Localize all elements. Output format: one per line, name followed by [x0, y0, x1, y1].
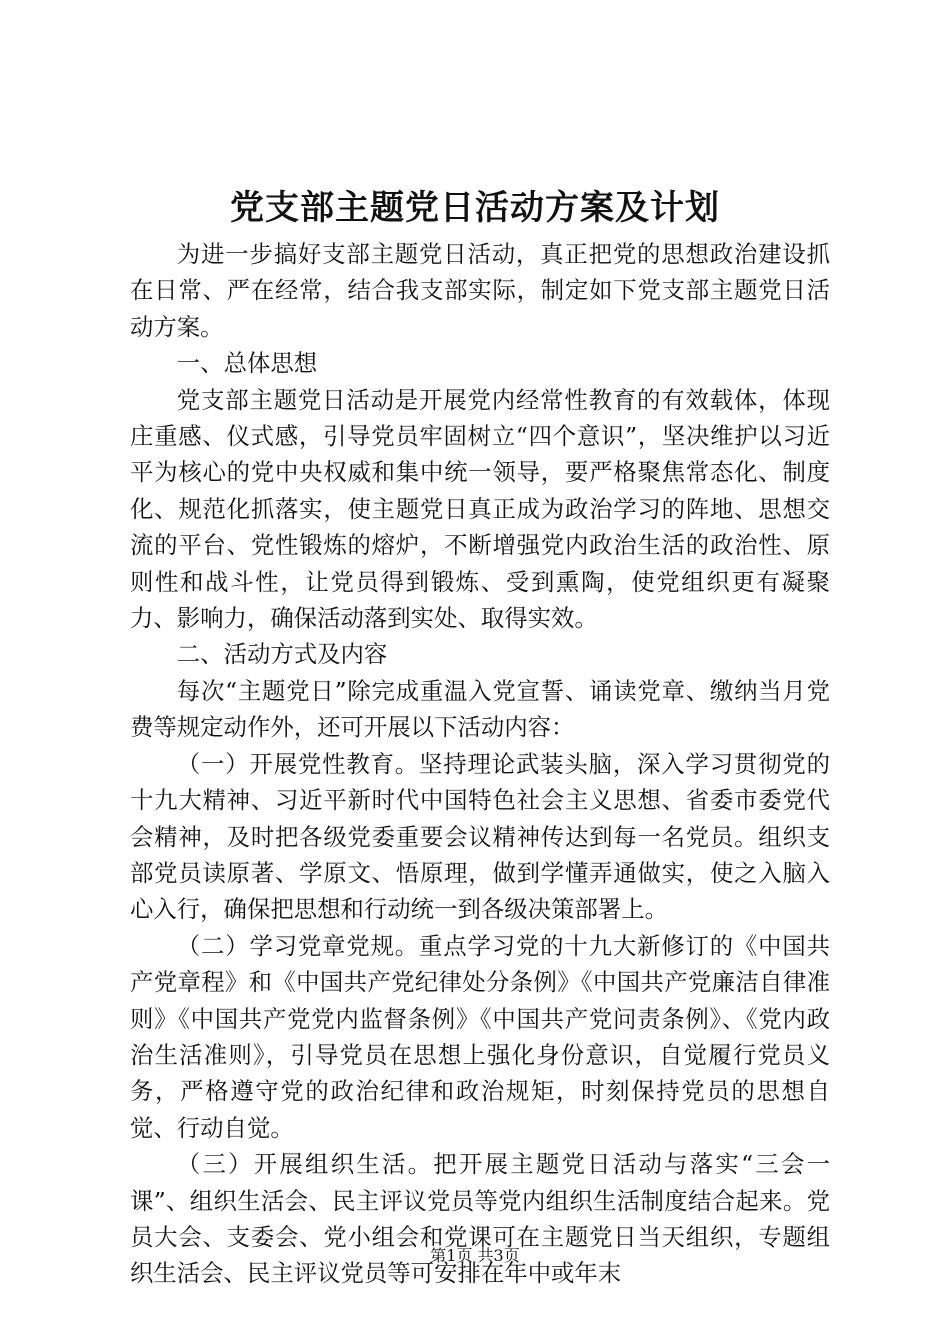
activity-methods-paragraph: 每次“主题党日”除完成重温入党宣誓、诵读党章、缴纳当月党费等规定动作外，还可开展以下活动内容： — [130, 676, 830, 742]
section-heading-activity-methods: 二、活动方式及内容 — [176, 640, 388, 669]
item-organizational-life: （三）开展组织生活。把开展主题党日活动与落实“三会一课”、组织生活会、民主评议党员等党内组织生活制度结合起来。党员大会、支委会、党小组会和党课可在主题党日当天组织，专题组织生活会、民主评议党员等可安排在年中或年末 — [130, 1150, 830, 1288]
general-thinking-paragraph: 党支部主题党日活动是开展党内经常性教育的有效载体，体现庄重感、仪式感，引导党员牢固树立“四个意识”，坚决维护以习近平为核心的党中央权威和集中统一领导，要严格聚焦常态化、制度化、规范化抓落实，使主题党日真正成为政治学习的阵地、思想交流的平台、党性锻炼的熔炉，不断增强党内政治生活的政治性、原则性和战斗性，让党员得到锻炼、受到熏陶，使党组织更有凝聚力、影响力，确保活动落到实处、取得实效。 — [130, 385, 830, 633]
document-body — [130, 236, 830, 1292]
item-party-spirit-education: （一）开展党性教育。坚持理论武装头脑，深入学习贯彻党的十九大精神、习近平新时代中国特色社会主义思想、省委市委党代会精神，及时把各级党委重要会议精神传达到每一名党员。组织支部党员读原著、学原文、悟原理，做到学懂弄通做实，使之入脑入心入行，确保把思想和行动统一到各级决策部署上。 — [130, 749, 830, 924]
page-number-footer: 第1页 共3页 — [430, 1246, 520, 1265]
document-title: 党支部主题党日活动方案及计划 — [230, 188, 720, 228]
section-heading-general-thinking: 一、总体思想 — [176, 349, 318, 378]
intro-paragraph: 为进一步搞好支部主题党日活动，真正把党的思想政治建设抓在日常、严在经常，结合我支部实际，制定如下党支部主题党日活动方案。 — [130, 240, 830, 341]
item-study-party-rules: （二）学习党章党规。重点学习党的十九大新修订的《中国共产党章程》和《中国共产党纪律处分条例》《中国共产党廉洁自律准则》《中国共产党党内监督条例》《中国共产党问责条例》、《党内政治生活准则》，引导党员在思想上强化身份意识，自觉履行党员义务，严格遵守党的政治纪律和政治规矩，时刻保持党员的思想自觉、行动自觉。 — [130, 931, 830, 1142]
